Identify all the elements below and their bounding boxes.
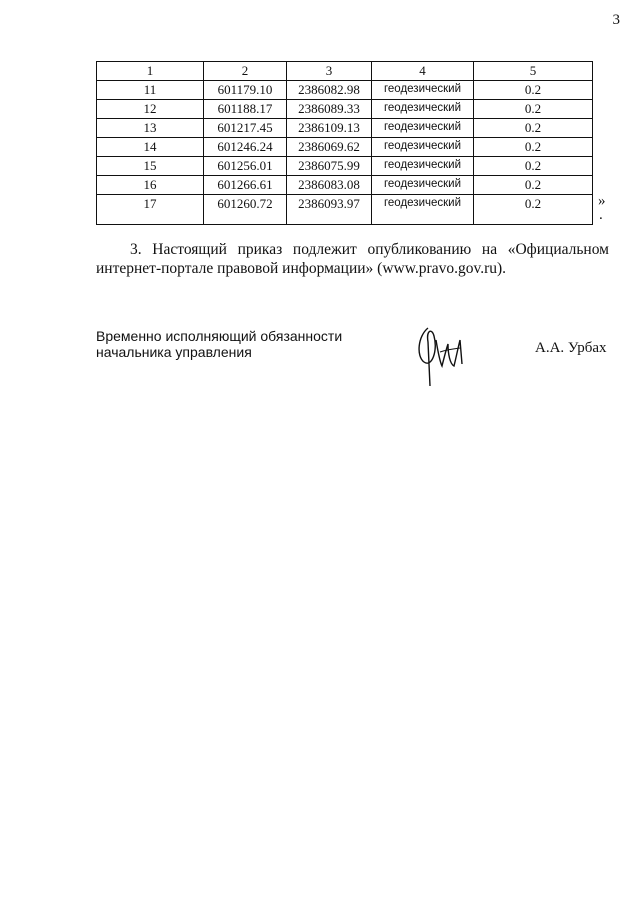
column-header: 2 bbox=[204, 62, 287, 81]
signer-title bbox=[96, 328, 342, 360]
table-row bbox=[97, 195, 593, 225]
table-row bbox=[97, 119, 593, 138]
paragraph-line: интернет-портале правовой информации» (www.pravo.gov.ru). bbox=[96, 260, 507, 277]
handwritten-signature bbox=[410, 322, 480, 392]
coordinate-x: 601246.24 bbox=[204, 138, 287, 157]
accuracy: 0.2 bbox=[474, 100, 593, 119]
point-number: 14 bbox=[97, 138, 204, 157]
signer-name: А.А. Урбах bbox=[535, 340, 607, 356]
column-header: 1 bbox=[97, 62, 204, 81]
point-number: 15 bbox=[97, 157, 204, 176]
coordinate-x: 601266.61 bbox=[204, 176, 287, 195]
page-number: 3 bbox=[612, 12, 620, 28]
accuracy: 0.2 bbox=[474, 81, 593, 100]
table-row bbox=[97, 81, 593, 100]
closing-dot: . bbox=[599, 207, 603, 223]
determination-method: геодезический bbox=[372, 157, 474, 176]
coordinate-y: 2386093.97 bbox=[287, 195, 372, 225]
accuracy: 0.2 bbox=[474, 138, 593, 157]
signer-title-line: начальника управления bbox=[96, 344, 252, 360]
closing-quote: » bbox=[598, 193, 606, 209]
column-header: 4 bbox=[372, 62, 474, 81]
determination-method: геодезический bbox=[372, 81, 474, 100]
signer-title-line: Временно исполняющий обязанности bbox=[96, 328, 343, 344]
accuracy: 0.2 bbox=[474, 176, 593, 195]
point-number: 13 bbox=[97, 119, 204, 138]
point-number: 16 bbox=[97, 176, 204, 195]
accuracy: 0.2 bbox=[474, 119, 593, 138]
table-header-row bbox=[97, 62, 593, 81]
table-row bbox=[97, 100, 593, 119]
coordinate-x: 601188.17 bbox=[204, 100, 287, 119]
coordinate-y: 2386069.62 bbox=[287, 138, 372, 157]
coordinate-x: 601179.10 bbox=[204, 81, 287, 100]
publication-paragraph bbox=[96, 240, 609, 278]
coordinate-y: 2386083.08 bbox=[287, 176, 372, 195]
accuracy: 0.2 bbox=[474, 195, 593, 225]
coordinate-y: 2386109.13 bbox=[287, 119, 372, 138]
determination-method: геодезический bbox=[372, 138, 474, 157]
determination-method: геодезический bbox=[372, 176, 474, 195]
determination-method: геодезический bbox=[372, 195, 474, 225]
table-row bbox=[97, 176, 593, 195]
point-number: 12 bbox=[97, 100, 204, 119]
determination-method: геодезический bbox=[372, 119, 474, 138]
coordinates-table bbox=[96, 61, 593, 225]
table-row bbox=[97, 157, 593, 176]
table-row bbox=[97, 138, 593, 157]
paragraph-line: 3. Настоящий приказ подлежит опубликованию на «Официальном bbox=[130, 241, 609, 258]
coordinate-x: 601260.72 bbox=[204, 195, 287, 225]
accuracy: 0.2 bbox=[474, 157, 593, 176]
coordinate-y: 2386089.33 bbox=[287, 100, 372, 119]
coordinate-y: 2386082.98 bbox=[287, 81, 372, 100]
determination-method: геодезический bbox=[372, 100, 474, 119]
coordinate-x: 601256.01 bbox=[204, 157, 287, 176]
coordinate-x: 601217.45 bbox=[204, 119, 287, 138]
point-number: 17 bbox=[97, 195, 204, 225]
point-number: 11 bbox=[97, 81, 204, 100]
coordinate-y: 2386075.99 bbox=[287, 157, 372, 176]
column-header: 3 bbox=[287, 62, 372, 81]
column-header: 5 bbox=[474, 62, 593, 81]
